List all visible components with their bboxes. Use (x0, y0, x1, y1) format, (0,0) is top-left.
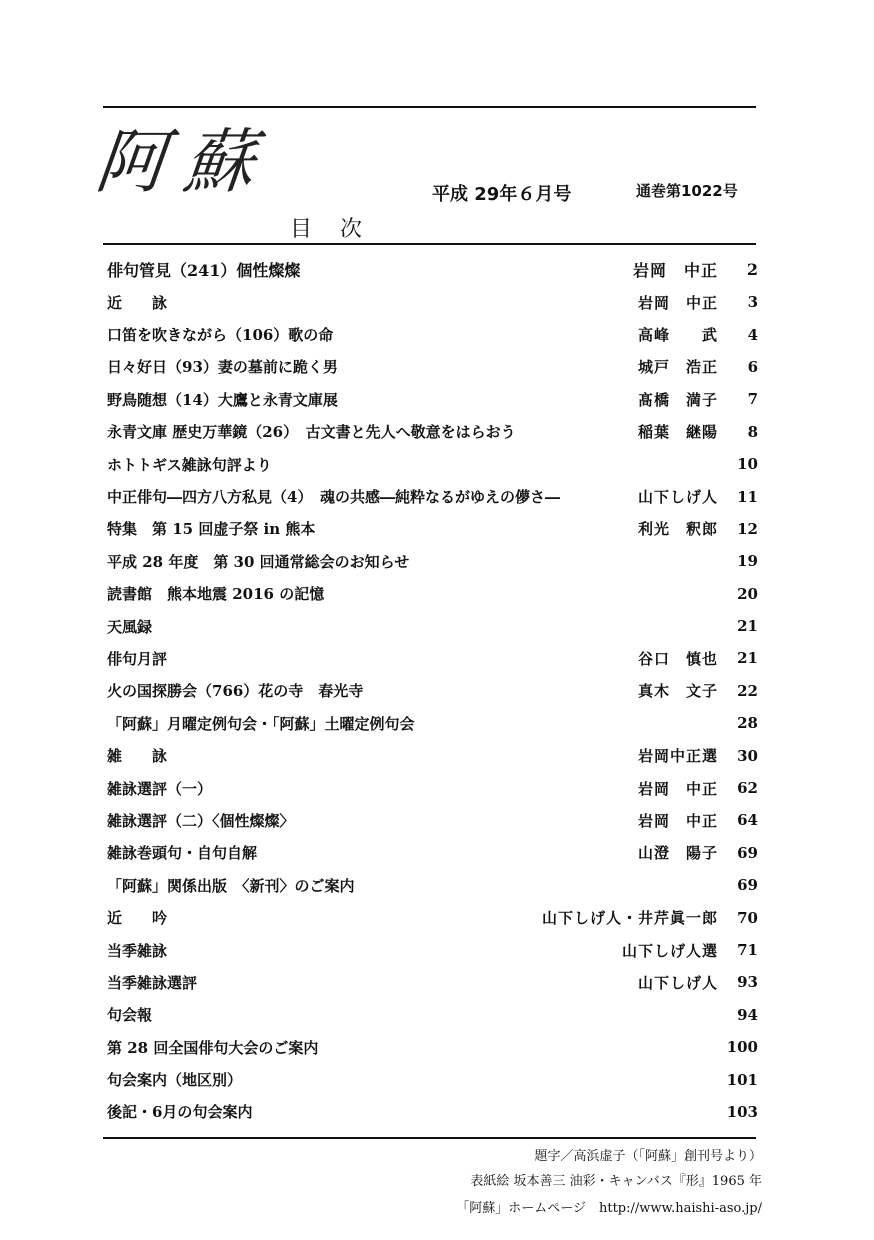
toc-entry-title: 雑 詠 (107, 747, 168, 766)
toc-entry-title: 火の国探勝会（766）花の寺 春光寺 (107, 682, 364, 701)
toc-entry-page: 21 (737, 617, 758, 636)
toc-entry-title: 当季雑詠選評 (107, 973, 198, 992)
toc-entry-author: 稲葉 継陽 (637, 423, 718, 442)
toc-entry (107, 286, 758, 318)
toc-entry-author: 山下しげ人・井芹眞一郎 (541, 909, 718, 928)
toc-entry-title: 雑詠選評（一） (107, 779, 213, 798)
toc-entry-title: 句会報 (107, 1006, 153, 1025)
toc-entry-page: 7 (747, 390, 758, 409)
toc-entry-author: 岩岡 中正 (637, 779, 718, 798)
toc-entry (107, 252, 758, 286)
toc-entry-page: 103 (726, 1102, 758, 1121)
toc-entry-author: 山澄 陽子 (637, 844, 718, 863)
toc-entry (107, 999, 758, 1031)
toc-entry-page: 20 (737, 584, 758, 603)
toc-entry-title: 中正俳句―四方八方私見（4） 魂の共感―純粋なるがゆえの儚さ― (107, 488, 560, 507)
toc-entry-page: 19 (737, 552, 758, 571)
toc-entry-page: 69 (737, 876, 758, 895)
toc-entry (107, 351, 758, 383)
toc-entry-author: 岩岡 中正 (632, 260, 718, 280)
toc-entry (107, 578, 758, 610)
toc-entry-page: 28 (737, 714, 758, 733)
toc-entry-author: 髙橋 満子 (637, 390, 718, 409)
toc-entry-author: 山下しげ人 (637, 973, 718, 992)
toc-entry-title: 俳句月評 (107, 649, 168, 668)
toc-entry-page: 8 (747, 422, 758, 441)
toc-entry (107, 545, 758, 577)
footer-calligraphy-credit: 題字／高浜虚子（「阿蘇」創刊号より） (534, 1149, 762, 1164)
toc-entry (107, 610, 758, 642)
issue-date: 平成 29年６月号 (432, 184, 572, 205)
toc-entry-title: 読書館 熊本地震 2016 の記憶 (107, 585, 325, 604)
toc-entry-author: 高峰 武 (637, 326, 718, 345)
toc-entry (107, 772, 758, 804)
toc-entry (107, 642, 758, 674)
toc-entry-title: 口笛を吹きながら（106）歌の命 (107, 326, 334, 345)
footer-homepage: 「阿蘇」ホームページ http://www.haishi-aso.jp/ (456, 1201, 762, 1216)
toc-entry (107, 707, 758, 739)
toc-entry-page: 94 (737, 1005, 758, 1024)
toc-entry-page: 101 (726, 1070, 758, 1089)
toc-entry (107, 416, 758, 448)
toc-entry (107, 869, 758, 901)
toc-entry-title: 近 吟 (107, 909, 168, 928)
toc-entry (107, 1031, 758, 1063)
toc-entry-title: 特集 第 15 回虚子祭 in 熊本 (107, 520, 316, 539)
issue-number: 通巻第1022号 (636, 182, 738, 200)
toc-entry-title: 野鳥随想（14）大鷹と永青文庫展 (107, 390, 338, 409)
toc-entry-title: 当季雑詠 (107, 941, 168, 960)
toc-entry-page: 3 (747, 293, 758, 312)
toc-entry-title: 天風録 (107, 617, 153, 636)
toc-entry-author: 真木 文子 (637, 682, 718, 701)
toc-entry-author: 岩岡 中正 (637, 293, 718, 312)
toc-entry-author: 山下しげ人選 (621, 941, 718, 960)
toc-entry-page: 12 (737, 519, 758, 538)
toc-entry-page: 11 (737, 487, 758, 506)
footer-rule (103, 1137, 756, 1139)
toc-entry-page: 6 (747, 357, 758, 376)
toc-entry-page: 21 (737, 649, 758, 668)
toc-entry-page: 22 (737, 681, 758, 700)
toc-entry-author: 山下しげ人 (637, 488, 718, 507)
toc-entry (107, 318, 758, 350)
toc-entry (107, 1063, 758, 1095)
toc-heading: 目次 (290, 217, 391, 242)
toc-entry-author: 谷口 慎也 (637, 649, 718, 668)
toc-entry (107, 837, 758, 869)
toc-entry-page: 62 (737, 779, 758, 798)
toc-entry-title: 句会案内（地区別） (107, 1071, 243, 1090)
header-rule (103, 243, 756, 245)
toc-entry (107, 966, 758, 998)
toc-entry-title: 第 28 回全国俳句大会のご案内 (107, 1038, 319, 1057)
toc-entry-title: 「阿蘇」関係出版 〈新刊〉のご案内 (107, 876, 355, 895)
toc-entry-page: 2 (746, 259, 758, 279)
toc-entry-title: 日々好日（93）妻の墓前に跪く男 (107, 358, 338, 377)
toc-entry (107, 1096, 758, 1128)
toc-entry (107, 804, 758, 836)
toc-entry-author: 岩岡 中正 (637, 811, 718, 830)
toc-entry (107, 383, 758, 415)
toc-entry (107, 675, 758, 707)
toc-entry-page: 100 (726, 1038, 758, 1057)
toc-entry-page: 70 (737, 908, 758, 927)
toc-entry-title: 雑詠巻頭句・自句自解 (107, 844, 258, 863)
top-rule (103, 106, 756, 108)
toc-entry (107, 739, 758, 771)
toc-entry-page: 93 (737, 973, 758, 992)
toc-entry-title: 俳句管見（241）個性燦燦 (107, 260, 301, 280)
toc-entry-author: 岩岡中正選 (637, 747, 718, 766)
toc-entry-page: 64 (737, 811, 758, 830)
toc-entry (107, 513, 758, 545)
toc-entry (107, 934, 758, 966)
toc-entry-page: 10 (737, 455, 758, 474)
table-of-contents (107, 252, 758, 1128)
toc-entry-title: 近 詠 (107, 293, 168, 312)
toc-entry-title: 雑詠選評（二）〈個性燦燦〉 (107, 811, 295, 830)
toc-entry-title: ホトトギス雑詠句評より (107, 455, 272, 474)
toc-entry-page: 30 (737, 746, 758, 765)
toc-entry-title: 永青文庫 歴史万華鏡（26） 古文書と先人へ敬意をはらおう (107, 423, 516, 442)
footer-cover-credit: 表紙絵 坂本善三 油彩・キャンバス『形』1965 年 (470, 1174, 762, 1189)
toc-entry-author: 城戸 浩正 (637, 358, 718, 377)
magazine-logo: 阿蘇 (91, 121, 277, 203)
toc-entry (107, 480, 758, 512)
toc-entry-author: 利光 釈郎 (637, 520, 718, 539)
toc-entry-title: 後記・6月の句会案内 (107, 1103, 253, 1122)
toc-entry-page: 4 (747, 325, 758, 344)
toc-entry-title: 「阿蘇」月曜定例句会・「阿蘇」土曜定例句会 (107, 714, 415, 733)
toc-entry-page: 71 (737, 941, 758, 959)
toc-entry (107, 448, 758, 480)
toc-entry (107, 901, 758, 933)
toc-entry-page: 69 (737, 843, 758, 862)
toc-entry-title: 平成 28 年度 第 30 回通常総会のお知らせ (107, 552, 410, 571)
